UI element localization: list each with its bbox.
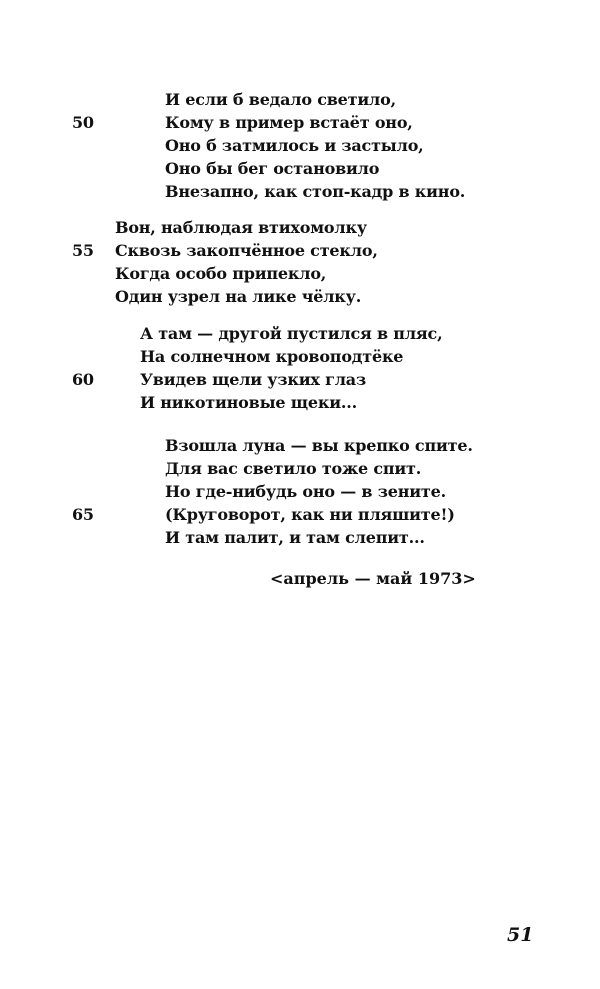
line-text: Сквозь закопчённое стекло, (115, 241, 378, 260)
page-number: 51 (507, 924, 534, 946)
line-text: Внезапно, как стоп-кадр в кино. (165, 182, 466, 201)
line-text: Кому в пример встаёт оно, (165, 113, 413, 132)
line-text: А там — другой пустился в пляс, (140, 324, 443, 343)
line-number: 55 (72, 241, 94, 260)
line-text: Увидев щели узких глаз (140, 370, 366, 389)
line-text: И если б ведало светило, (165, 90, 396, 109)
line-text: И там палит, и там слепит... (165, 528, 425, 547)
line-number: 50 (72, 113, 94, 132)
line-text: Вон, наблюдая втихомолку (115, 218, 367, 237)
line-text: Когда особо припекло, (115, 264, 327, 283)
line-text: Оно бы бег остановило (165, 159, 380, 178)
line-text: Оно б затмилось и застыло, (165, 136, 424, 155)
line-text: Для вас светило тоже спит. (165, 459, 422, 478)
poem-date: <апрель — май 1973> (270, 569, 476, 588)
line-text: Один узрел на лике чёлку. (115, 287, 362, 306)
line-text: (Круговорот, как ни пляшите!) (165, 505, 455, 524)
line-text: Взошла луна — вы крепко спите. (165, 436, 473, 455)
line-number: 60 (72, 370, 94, 389)
line-number: 65 (72, 505, 94, 524)
line-text: Но где-нибудь оно — в зените. (165, 482, 446, 501)
line-text: И никотиновые щеки... (140, 393, 357, 412)
line-text: На солнечном кровоподтёке (140, 347, 404, 366)
